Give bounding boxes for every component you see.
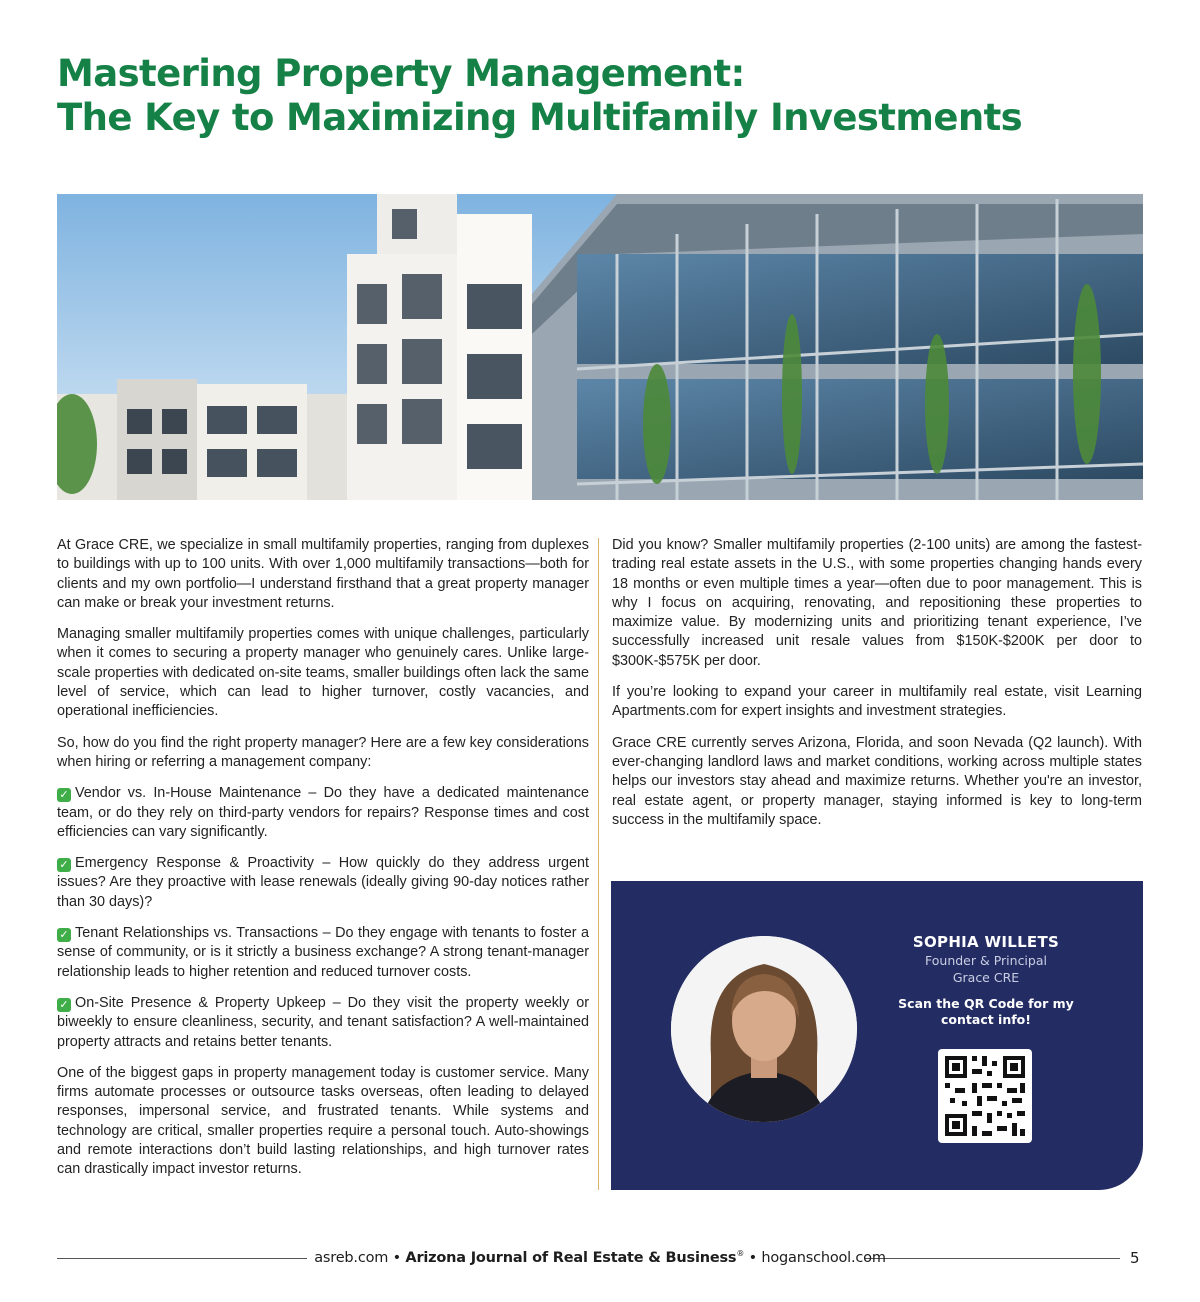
right-column bbox=[612, 536, 1142, 842]
footer-publication: Arizona Journal of Real Estate & Business bbox=[405, 1249, 737, 1266]
paragraph: Grace CRE currently serves Arizona, Florida, and soon Nevada (Q2 launch). With ever-changing landlord laws and market conditions, working across multiple states helps our investors stay ahead and maximize returns. Whether you're an investor, real estate agent, or property manager, staying informed is key to long-term success in the multifamily space. bbox=[612, 734, 1142, 828]
contact-company: Grace CRE bbox=[952, 970, 1020, 985]
qr-code-graphic bbox=[938, 1049, 1032, 1143]
title-line-2: The Key to Maximizing Multifamily Investments bbox=[57, 96, 1023, 139]
column-divider bbox=[598, 538, 599, 1190]
portrait-illustration bbox=[671, 936, 857, 1122]
checklist-item bbox=[57, 924, 589, 982]
checklist-text: On-Site Presence & Property Upkeep – Do they visit the property weekly or biweekly to ensure cleanliness, security, and tenant satisfaction? A well-maintained property attracts and retains better tenants. bbox=[57, 994, 589, 1050]
paragraph: One of the biggest gaps in property management today is customer service. Many firms automate processes or outsource tasks overseas, often leading to delayed responses, impersonal service, and frustrated tenants. While systems and technology are critical, smaller properties require a personal touch. Auto-showings and remote interactions don’t build lasting relationships, and high turnover rates can drastically impact investor returns. bbox=[57, 1064, 589, 1178]
qr-code-icon[interactable] bbox=[938, 1049, 1032, 1143]
checklist-text: Tenant Relationships vs. Transactions – Do they engage with tenants to foster a sense of community, or is it strictly a business exchange? A strong tenant-manager relationship leads to higher retention and reduced turnover costs. bbox=[57, 925, 589, 980]
footer-rule-left bbox=[57, 1258, 307, 1259]
page-title bbox=[57, 52, 1022, 140]
portrait-photo bbox=[671, 936, 857, 1122]
checkmark-icon: ✓ bbox=[57, 788, 71, 802]
footer bbox=[300, 1249, 900, 1266]
paragraph: So, how do you find the right property manager? Here are a few key considerations when hiring or referring a management company: bbox=[57, 734, 589, 770]
checkmark-icon: ✓ bbox=[57, 928, 71, 942]
contact-card bbox=[611, 881, 1143, 1190]
paragraph: Managing smaller multifamily properties comes with unique challenges, particularly when it comes to securing a property manager who genuinely cares. Unlike large-scale properties with dedicated on-site teams, smaller buildings often lack the same level of service, which can lead to higher turnover, costly vacancies, and operational inefficiencies. bbox=[57, 626, 589, 720]
checkmark-icon: ✓ bbox=[57, 998, 71, 1012]
contact-role: Founder & Principal bbox=[925, 953, 1047, 968]
registered-mark: ® bbox=[736, 1249, 745, 1258]
footer-link-hoganschool[interactable]: hoganschool.com bbox=[761, 1249, 886, 1266]
checklist-item bbox=[57, 784, 589, 842]
footer-link-asreb[interactable]: asreb.com bbox=[314, 1249, 389, 1266]
qr-call-to-action: Scan the QR Code for my contact info! bbox=[898, 996, 1074, 1027]
paragraph: At Grace CRE, we specialize in small multifamily properties, ranging from duplexes to buildings with up to 100 units. With over 1,000 multifamily transactions—both for clients and my own portfolio—I understand firsthand that a great property manager can make or break your investment returns. bbox=[57, 537, 589, 611]
contact-name: SOPHIA WILLETS bbox=[912, 933, 1060, 951]
footer-separator: • bbox=[748, 1249, 757, 1266]
checkmark-icon: ✓ bbox=[57, 858, 71, 872]
paragraph: If you’re looking to expand your career in multifamily real estate, visit Learning Apartments.com for expert insights and investment strategies. bbox=[612, 684, 1142, 720]
footer-rule-right bbox=[865, 1258, 1120, 1259]
title-line-1: Mastering Property Management: bbox=[57, 52, 745, 95]
checklist-item bbox=[57, 994, 589, 1052]
footer-separator: • bbox=[392, 1249, 401, 1266]
checklist-item bbox=[57, 854, 589, 912]
checklist-text: Vendor vs. In-House Maintenance – Do they have a dedicated maintenance team, or do they rely on third-party vendors for repairs? Response times and cost efficiencies can vary significantly. bbox=[57, 785, 589, 840]
page-number: 5 bbox=[1130, 1249, 1140, 1267]
apartment-buildings-photo bbox=[57, 194, 1143, 500]
checklist-text: Emergency Response & Proactivity – How quickly do they address urgent issues? Are they proactive with lease renewals (ideally giving 90-day notices rather than 30 days)? bbox=[57, 855, 589, 910]
paragraph: Did you know? Smaller multifamily properties (2-100 units) are among the fastest-trading real estate assets in the U.S., with some properties changing hands every 18 months or even multiple times a year—often due to poor management. This is why I focus on acquiring, renovating, and repositioning these properties to maximize value. By modernizing units and prioritizing tenant experience, I’ve successfully increased unit resale values from $150K-$200K per door to $300K-$575K per door. bbox=[612, 537, 1142, 669]
left-column bbox=[57, 536, 589, 1192]
hero-image bbox=[57, 194, 1143, 500]
